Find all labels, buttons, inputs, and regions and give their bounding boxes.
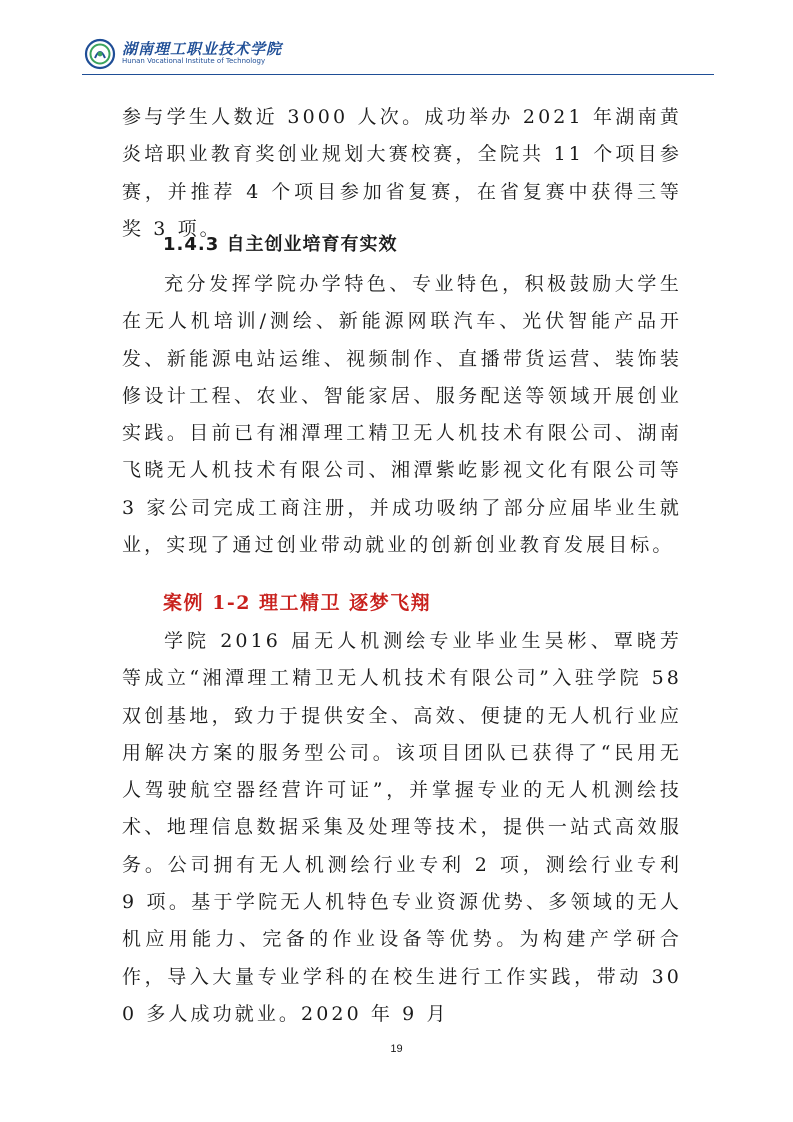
paragraph-contest: 参与学生人数近 3000 人次。成功举办 2021 年湖南黄炎培职业教育奖创业规划大赛校赛，全院共 11 个项目参赛，并推荐 4 个项目参加省复赛，在省复赛中获得三等奖 3 项。 bbox=[122, 106, 682, 240]
section-heading: 1.4.3 自主创业培育有实效 bbox=[163, 234, 398, 255]
page-header bbox=[82, 36, 714, 76]
school-name: 湖南理工职业技术学院 bbox=[122, 40, 283, 58]
case-heading: 案例 1-2 理工精卫 逐梦飞翔 bbox=[163, 592, 432, 614]
paragraph-entrepreneurship: 充分发挥学院办学特色、专业特色，积极鼓励大学生在无人机培训/测绘、新能源网联汽车、光伏智能产品开发、新能源电站运维、视频制作、直播带货运营、装饰装修设计工程、农业、智能家居、服务配送等领域开展创业实践。目前已有湘潭理工精卫无人机技术有限公司、湖南飞晓无人机技术有限公司、湘潭紫屹影视文化有限公司等 3 家公司完成工商注册，并成功吸纳了部分应届毕业生就业，实现了通过创业带动就业的创新创业教育发展目标。 bbox=[122, 273, 682, 557]
page-number: 19 bbox=[390, 1043, 403, 1055]
paragraph-case-study: 学院 2016 届无人机测绘专业毕业生吴彬、覃晓芳等成立“湘潭理工精卫无人机技术有限公司”入驻学院 58 双创基地，致力于提供安全、高效、便捷的无人机行业应用解决方案的服务型公司。该项目团队已获得了“民用无人驾驶航空器经营许可证”，并掌握专业的无人机测绘技术、地理信息数据采集及处理等技术，提供一站式高效服务。公司拥有无人机测绘行业专利 2 项，测绘行业专利 9 项。基于学院无人机特色专业资源优势、多领域的无人机应用能力、完备的作业设备等优势。为构建产学研合作，导入大量专业学科的在校生进行工作实践，带动 300 多人成功就业。2020 年 9 月 bbox=[122, 630, 682, 1025]
header-divider bbox=[82, 74, 714, 75]
school-logo-icon bbox=[84, 38, 116, 70]
school-name-english: Hunan Vocational Institute of Technology bbox=[122, 57, 266, 65]
